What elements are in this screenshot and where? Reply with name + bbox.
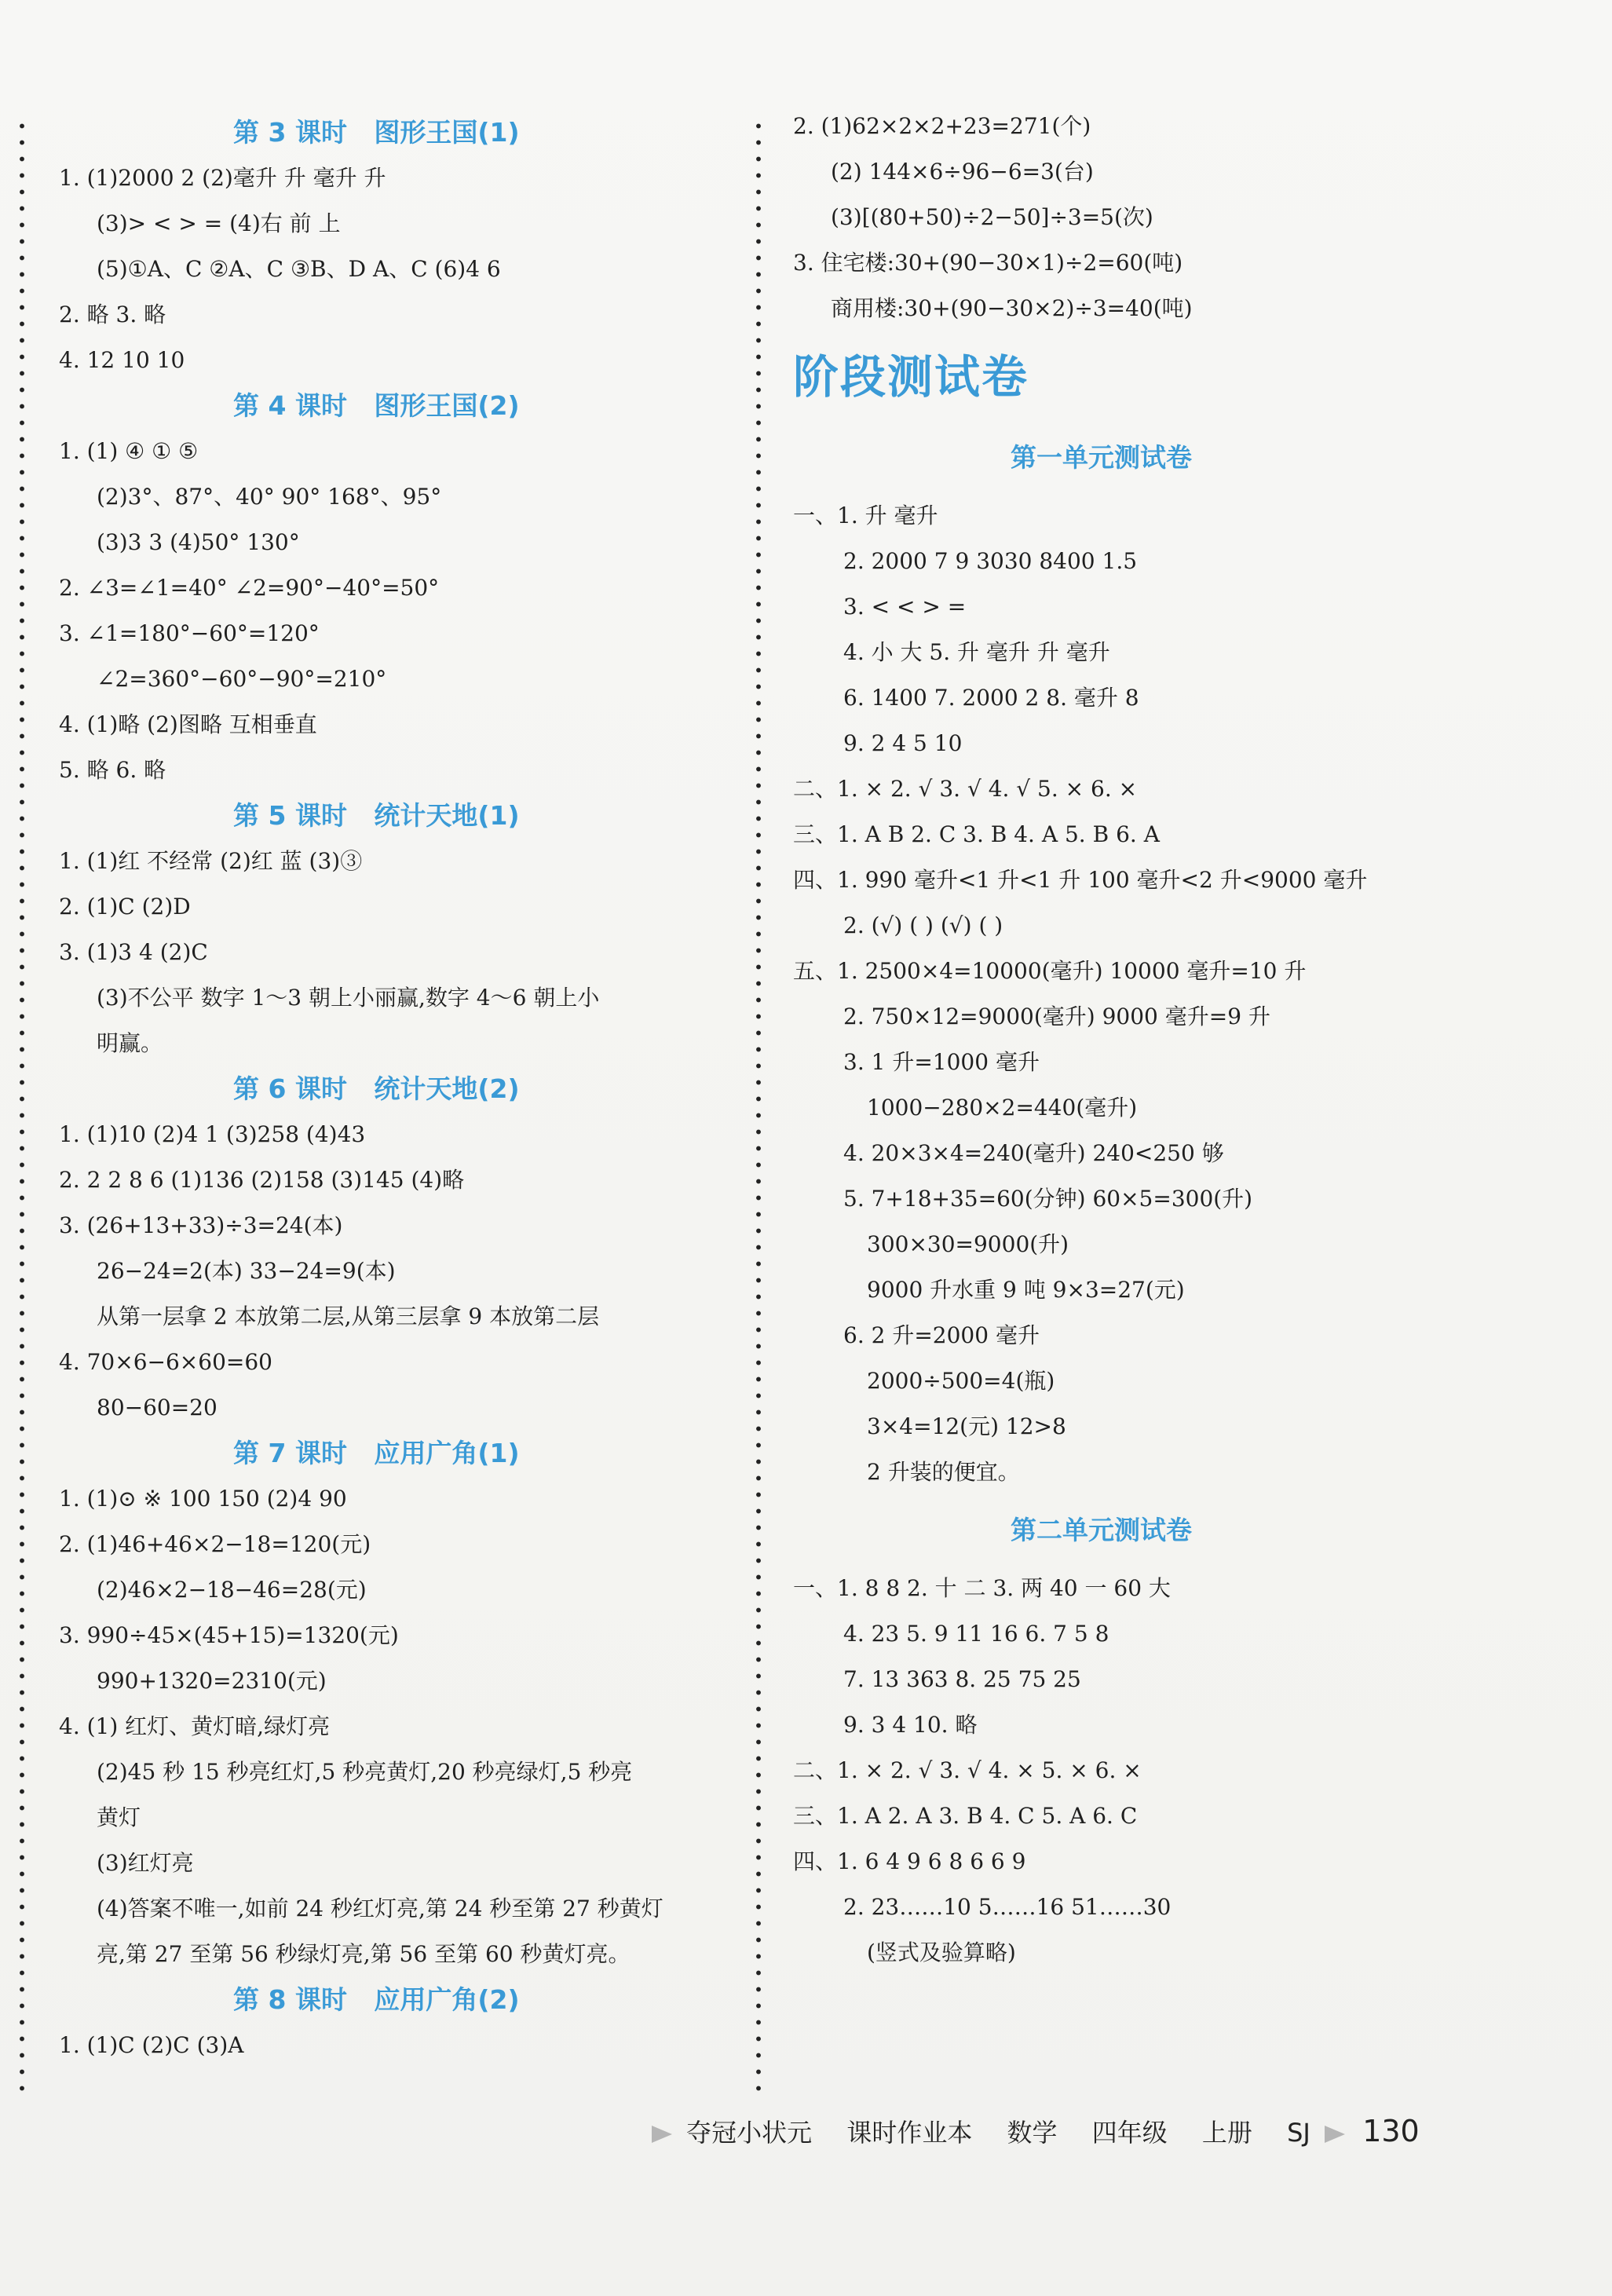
answer-line: 3×4=12(元) 12>8 [867,1413,1066,1439]
unit-test-heading: 第一单元测试卷 [1011,442,1192,473]
answer-line: 4. 小 大 5. 升 毫升 升 毫升 [843,639,1110,665]
answer-line: 7. 13 363 8. 25 75 25 [843,1666,1081,1692]
answer-line: 三、1. A B 2. C 3. B 4. A 5. B 6. A [793,821,1160,847]
answer-line: 商用楼:30+(90−30×2)÷3=40(吨) [831,295,1193,321]
answer-line: 1. (1)⊙ ※ 100 150 (2)4 90 [59,1486,347,1512]
answer-line: 三、1. A 2. A 3. B 4. C 5. A 6. C [793,1803,1138,1829]
answer-line: 1. (1) ④ ① ⑤ [59,438,199,464]
answer-line: 亮,第 27 至第 56 秒绿灯亮,第 56 至第 60 秒黄灯亮。 [97,1941,631,1967]
answer-line: (2) 144×6÷96−6=3(台) [831,159,1094,185]
answer-line: 3. 990÷45×(45+15)=1320(元) [59,1622,399,1648]
section-heading: 第 4 课时 图形王国(2) [233,390,520,421]
answer-line: 4. 23 5. 9 11 16 6. 7 5 8 [843,1621,1109,1647]
answer-line: 2. 2000 7 9 3030 8400 1.5 [843,548,1138,574]
answer-line: 2. (1)C (2)D [59,894,191,919]
answer-line: 6. 1400 7. 2000 2 8. 毫升 8 [843,685,1139,711]
answer-line: 一、1. 8 8 2. 十 二 3. 两 40 一 60 大 [793,1575,1171,1601]
page-number: 130 [1362,2114,1420,2148]
answer-line: (3)[(80+50)÷2−50]÷3=5(次) [831,204,1153,230]
answer-line: 1. (1)C (2)C (3)A [59,2032,244,2058]
center-divider-dots [756,118,761,2097]
answer-line: 2. 略 3. 略 [59,302,166,327]
arrow-icon [1325,2126,1345,2143]
series-name: 夺冠小状元 [686,2118,813,2148]
answer-line: 6. 2 升=2000 毫升 [843,1322,1040,1348]
left-binding-dots [20,118,24,2097]
answer-line: (5)①A、C ②A、C ③B、D A、C (6)4 6 [97,256,501,282]
stage-test-title: 阶段测试卷 [793,350,1029,404]
answer-line: 990+1320=2310(元) [97,1668,327,1694]
answer-line: 1. (1)2000 2 (2)毫升 升 毫升 升 [59,165,386,191]
unit-test-heading: 第二单元测试卷 [1011,1515,1192,1545]
answer-line: 一、1. 升 毫升 [793,503,938,528]
answer-line: 2. (1)46+46×2−18=120(元) [59,1531,371,1557]
answer-line: 3. < < > = [843,594,967,620]
answer-line: 2000÷500=4(瓶) [867,1368,1055,1394]
answer-line: (2)3°、87°、40° 90° 168°、95° [97,484,442,510]
answer-line: 1. (1)红 不经常 (2)红 蓝 (3)③ [59,848,363,874]
answer-line: 四、1. 6 4 9 6 8 6 6 9 [793,1848,1026,1874]
answer-line: 3. (26+13+33)÷3=24(本) [59,1212,343,1238]
answer-line: 2 升装的便宜。 [867,1459,1020,1485]
answer-line: 5. 略 6. 略 [59,757,166,783]
answer-line: 1000−280×2=440(毫升) [867,1095,1138,1121]
left-column [59,110,734,2068]
section-heading: 第 8 课时 应用广角(2) [233,1984,520,2015]
subject: 数学 [1007,2118,1058,2148]
right-column [793,104,1421,1976]
answer-line: 四、1. 990 毫升<1 升<1 升 100 毫升<2 升<9000 毫升 [793,867,1368,893]
answer-line: 4. (1) 红灯、黄灯暗,绿灯亮 [59,1713,331,1739]
answer-line: 4. (1)略 (2)图略 互相垂直 [59,711,317,737]
answer-line: 4. 12 10 10 [59,347,185,373]
answer-line: 3. 1 升=1000 毫升 [843,1049,1040,1075]
answer-line: 明赢。 [97,1030,163,1056]
answer-line: (2)45 秒 15 秒亮红灯,5 秒亮黄灯,20 秒亮绿灯,5 秒亮 [97,1759,633,1785]
answer-line: (3)3 3 (4)50° 130° [97,529,300,555]
answer-line: 2. (1)62×2×2+23=271(个) [793,113,1091,139]
answer-line: 二、1. × 2. √ 3. √ 4. × 5. × 6. × [793,1757,1142,1783]
book-type: 课时作业本 [846,2118,973,2148]
answer-line: 80−60=20 [97,1395,217,1420]
section-heading: 第 5 课时 统计天地(1) [233,800,520,831]
answer-line: 2. 23……10 5……16 51……30 [843,1894,1172,1920]
answer-line: 1. (1)10 (2)4 1 (3)258 (4)43 [59,1121,366,1147]
answer-line: 26−24=2(本) 33−24=9(本) [97,1258,396,1284]
answer-line: 黄灯 [97,1804,141,1830]
arrow-icon [652,2126,672,2143]
answer-line: 五、1. 2500×4=10000(毫升) 10000 毫升=10 升 [793,958,1307,984]
answer-line: 二、1. × 2. √ 3. √ 4. √ 5. × 6. × [793,776,1138,802]
answer-line: (竖式及验算略) [867,1940,1016,1965]
edition-code: SJ [1287,2118,1310,2148]
answer-line: 300×30=9000(升) [867,1231,1069,1257]
answer-line: 3. (1)3 4 (2)C [59,939,208,965]
section-heading: 第 6 课时 统计天地(2) [233,1073,520,1104]
answer-line: (3)红灯亮 [97,1850,194,1876]
answer-line: 2. ∠3=∠1=40° ∠2=90°−40°=50° [59,575,440,601]
answer-line: 2. 750×12=9000(毫升) 9000 毫升=9 升 [843,1004,1270,1029]
answer-line: 3. ∠1=180°−60°=120° [59,620,320,646]
answer-line: 3. 住宅楼:30+(90−30×1)÷2=60(吨) [793,250,1183,276]
answer-line: (3)> < > = (4)右 前 上 [97,210,341,236]
section-heading: 第 7 课时 应用广角(1) [233,1438,520,1468]
answer-line: 5. 7+18+35=60(分钟) 60×5=300(升) [843,1186,1253,1212]
volume: 上册 [1201,2118,1252,2148]
answer-line: 2. (√) ( ) (√) ( ) [843,912,1003,938]
section-heading: 第 3 课时 图形王国(1) [233,117,520,148]
answer-line: (3)不公平 数字 1～3 朝上小丽赢,数字 4～6 朝上小 [97,985,600,1011]
answer-line: 4. 70×6−6×60=60 [59,1349,272,1375]
answer-line: 9000 升水重 9 吨 9×3=27(元) [867,1277,1185,1303]
grade: 四年级 [1091,2118,1168,2148]
answer-line: 从第一层拿 2 本放第二层,从第三层拿 9 本放第二层 [97,1303,600,1329]
answer-line: 9. 3 4 10. 略 [843,1712,978,1738]
answer-line: 4. 20×3×4=240(毫升) 240<250 够 [843,1140,1224,1166]
answer-line: 2. 2 2 8 6 (1)136 (2)158 (3)145 (4)略 [59,1167,465,1193]
answer-line: ∠2=360°−60°−90°=210° [97,666,387,692]
answer-line: 9. 2 4 5 10 [843,730,963,756]
answer-line: (2)46×2−18−46=28(元) [97,1577,367,1603]
page-footer [645,2108,1420,2155]
answer-line: (4)答案不唯一,如前 24 秒红灯亮,第 24 秒至第 27 秒黄灯 [97,1896,663,1921]
